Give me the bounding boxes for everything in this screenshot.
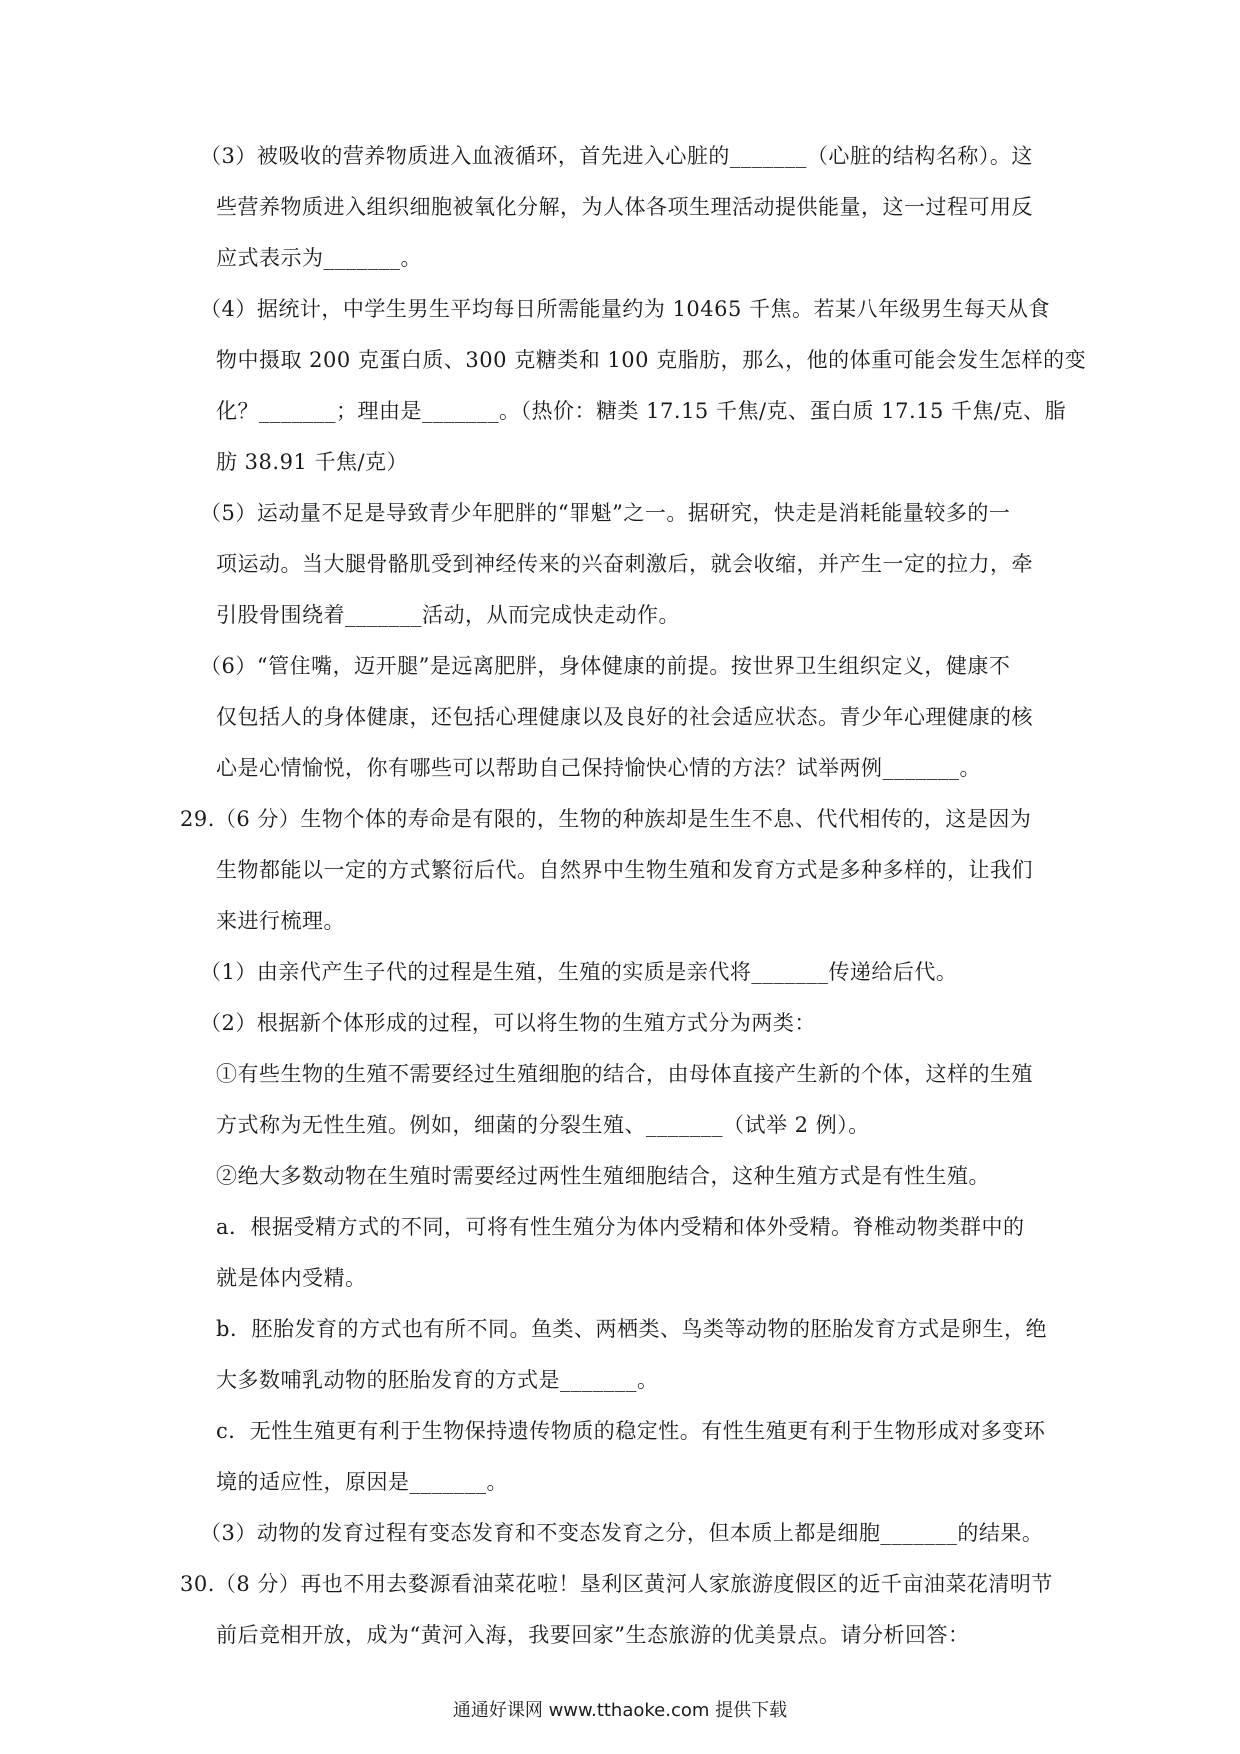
text-line-21: ②绝大多数动物在生殖时需要经过两性生殖细胞结合，这种生殖方式是有性生殖。 xyxy=(216,1164,990,1188)
text-line-12: 仅包括人的身体健康，还包括心理健康以及良好的社会适应状态。青少年心理健康的核 xyxy=(216,705,1033,729)
text-line-20: 方式称为无性生殖。例如，细菌的分裂生殖、_______（试举 2 例）。 xyxy=(216,1113,870,1137)
text-line-27: 境的适应性，原因是_______。 xyxy=(216,1470,508,1494)
text-line-14: 29.（6 分）生物个体的寿命是有限的，生物的种族却是生生不息、代代相传的，这是因为 xyxy=(180,807,1032,831)
text-line-8: （5）运动量不足是导致青少年肥胖的“罪魁”之一。据研究，快走是消耗能量较多的一 xyxy=(200,501,1011,525)
text-line-24: b．胚胎发育的方式也有所不同。鱼类、两栖类、鸟类等动物的胚胎发育方式是卵生，绝 xyxy=(216,1317,1047,1341)
text-line-16: 来进行梳理。 xyxy=(216,909,345,933)
text-line-5: 物中摄取 200 克蛋白质、300 克糖类和 100 克脂肪，那么，他的体重可能会发生怎样的变 xyxy=(216,348,1087,372)
text-line-28: （3）动物的发育过程有变态发育和不变态发育之分，但本质上都是细胞_______的结果。 xyxy=(200,1521,1044,1545)
text-line-1: （3）被吸收的营养物质进入血液循环，首先进入心脏的_______（心脏的结构名称）。这 xyxy=(200,144,1033,168)
text-line-13: 心是心情愉悦，你有哪些可以帮助自己保持愉快心情的方法？试举两例_______。 xyxy=(216,756,981,780)
text-line-10: 引股骨围绕着_______活动，从而完成快走动作。 xyxy=(216,603,680,627)
text-line-4: （4）据统计，中学生男生平均每日所需能量约为 10465 千焦。若某八年级男生每天从食 xyxy=(200,297,1051,321)
text-line-22: a．根据受精方式的不同，可将有性生殖分为体内受精和体外受精。脊椎动物类群中的 xyxy=(216,1215,1025,1239)
text-line-19: ①有些生物的生殖不需要经过生殖细胞的结合，由母体直接产生新的个体，这样的生殖 xyxy=(216,1062,1033,1086)
text-line-11: （6）“管住嘴，迈开腿”是远离肥胖，身体健康的前提。按世界卫生组织定义，健康不 xyxy=(200,654,1011,678)
text-line-25: 大多数哺乳动物的胚胎发育的方式是_______。 xyxy=(216,1368,659,1392)
text-line-2: 些营养物质进入组织细胞被氧化分解，为人体各项生理活动提供能量，这一过程可用反 xyxy=(216,195,1033,219)
footer-watermark: 通通好课网 www.tthaoke.com 提供下载 xyxy=(452,1700,788,1721)
text-line-3: 应式表示为_______。 xyxy=(216,246,422,270)
text-line-6: 化？_______；理由是_______。（热价：糖类 17.15 千焦/克、蛋白质 17.15 千焦/克、脂 xyxy=(216,399,1067,423)
text-line-30: 前后竞相开放，成为“黄河入海，我要回家”生态旅游的优美景点。请分析回答： xyxy=(216,1623,970,1647)
text-line-15: 生物都能以一定的方式繁衍后代。自然界中生物生殖和发育方式是多种多样的，让我们 xyxy=(216,858,1033,882)
text-line-23: 就是体内受精。 xyxy=(216,1266,367,1290)
text-line-9: 项运动。当大腿骨骼肌受到神经传来的兴奋刺激后，就会收缩，并产生一定的拉力，牵 xyxy=(216,552,1033,576)
text-line-18: （2）根据新个体形成的过程，可以将生物的生殖方式分为两类： xyxy=(200,1011,816,1035)
text-line-29: 30.（8 分）再也不用去婺源看油菜花啦！垦利区黄河人家旅游度假区的近千亩油菜花清明节 xyxy=(180,1572,1053,1596)
text-line-26: c．无性生殖更有利于生物保持遗传物质的稳定性。有性生殖更有利于生物形成对多变环 xyxy=(216,1419,1046,1443)
text-line-17: （1）由亲代产生子代的过程是生殖，生殖的实质是亲代将_______传递给后代。 xyxy=(200,960,958,984)
text-line-7: 肪 38.91 千焦/克） xyxy=(216,450,409,474)
